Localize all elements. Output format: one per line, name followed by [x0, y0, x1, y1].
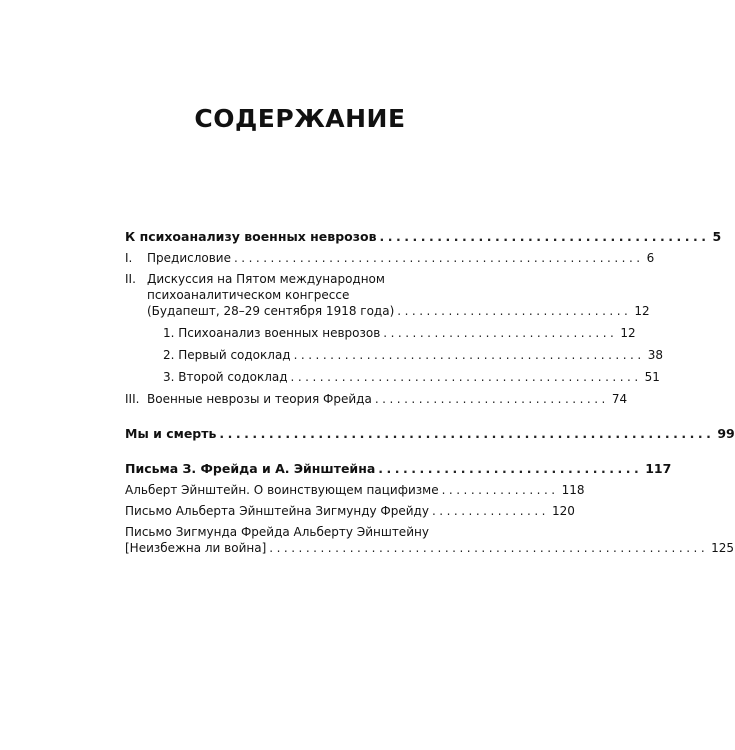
toc-item-freud-letter[interactable] [125, 524, 735, 556]
toc-page: 12 [620, 326, 636, 340]
toc-label: 3. Второй содоклад [163, 370, 288, 384]
toc-label: Письма З. Фрейда и А. Эйнштейна [125, 461, 376, 476]
leader-dots: ............................................................ [269, 541, 709, 555]
toc-item-preface[interactable] [125, 250, 655, 266]
toc-section-letters[interactable] [125, 461, 672, 477]
toc-label: К психоанализу военных неврозов [125, 229, 377, 244]
toc-page: 5 [712, 229, 722, 244]
toc-item-discussion[interactable] [125, 271, 650, 319]
toc-label: Военные неврозы и теория Фрейда [147, 392, 372, 406]
toc-label: 1. Психоанализ военных неврозов [163, 326, 381, 340]
toc-page: 12 [634, 304, 650, 318]
toc-label-line: (Будапешт, 28–29 сентября 1918 года) [147, 304, 395, 318]
leader-dots: ................ [441, 483, 559, 497]
toc-item-einstein-letter[interactable] [125, 503, 575, 519]
toc-page: 51 [644, 370, 660, 384]
toc-label: Предисловие [147, 251, 231, 265]
toc-page: 118 [561, 483, 585, 497]
toc-label-line: Письмо Зигмунда Фрейда Альберту Эйнштейну [125, 525, 429, 539]
toc-label: Мы и смерть [125, 426, 217, 441]
toc-page: 125 [711, 541, 735, 555]
page-title: СОДЕРЖАНИЕ [194, 104, 406, 133]
leader-dots: ............................................................ [219, 426, 715, 441]
toc-page: 117 [645, 461, 672, 476]
toc-label-line: Дискуссия на Пятом международном [147, 272, 385, 286]
leader-dots: ................ [431, 504, 549, 518]
leader-dots: ........................................ [379, 229, 710, 244]
toc-section-war-neuroses[interactable] [125, 229, 722, 245]
toc-label-line: психоаналитическом конгрессе [147, 288, 350, 302]
toc-number: II. [125, 272, 136, 286]
toc-subitem-2[interactable] [125, 347, 663, 363]
toc-number: I. [125, 251, 133, 265]
toc-item-einstein-pacifism[interactable] [125, 482, 585, 498]
leader-dots: ................................................ [290, 370, 642, 384]
toc-label: Письмо Альберта Эйнштейна Зигмунду Фрейду [125, 504, 429, 518]
toc-page: 74 [611, 392, 628, 406]
toc-label: Альберт Эйнштейн. О воинствующем пацифизме [125, 483, 439, 497]
toc-page: 120 [551, 504, 575, 518]
toc-page: 38 [647, 348, 663, 362]
toc-section-death[interactable] [125, 426, 735, 442]
leader-dots: ................................ [383, 326, 618, 340]
toc-label-line: [Неизбежна ли война] [125, 541, 267, 555]
toc-subitem-3[interactable] [125, 369, 660, 385]
leader-dots: ................................ [378, 461, 643, 476]
toc-page: 6 [646, 251, 655, 265]
toc-item-freud-theory[interactable] [125, 391, 628, 407]
leader-dots: ........................................................ [233, 251, 644, 265]
leader-dots: ................................................ [293, 348, 645, 362]
toc-label: 2. Первый содоклад [163, 348, 291, 362]
toc-page: 99 [717, 426, 735, 441]
table-of-contents [125, 229, 735, 556]
toc-subitem-1[interactable] [125, 325, 636, 341]
leader-dots: ................................ [374, 392, 609, 406]
toc-number: III. [125, 392, 140, 406]
leader-dots: ................................ [397, 304, 632, 318]
